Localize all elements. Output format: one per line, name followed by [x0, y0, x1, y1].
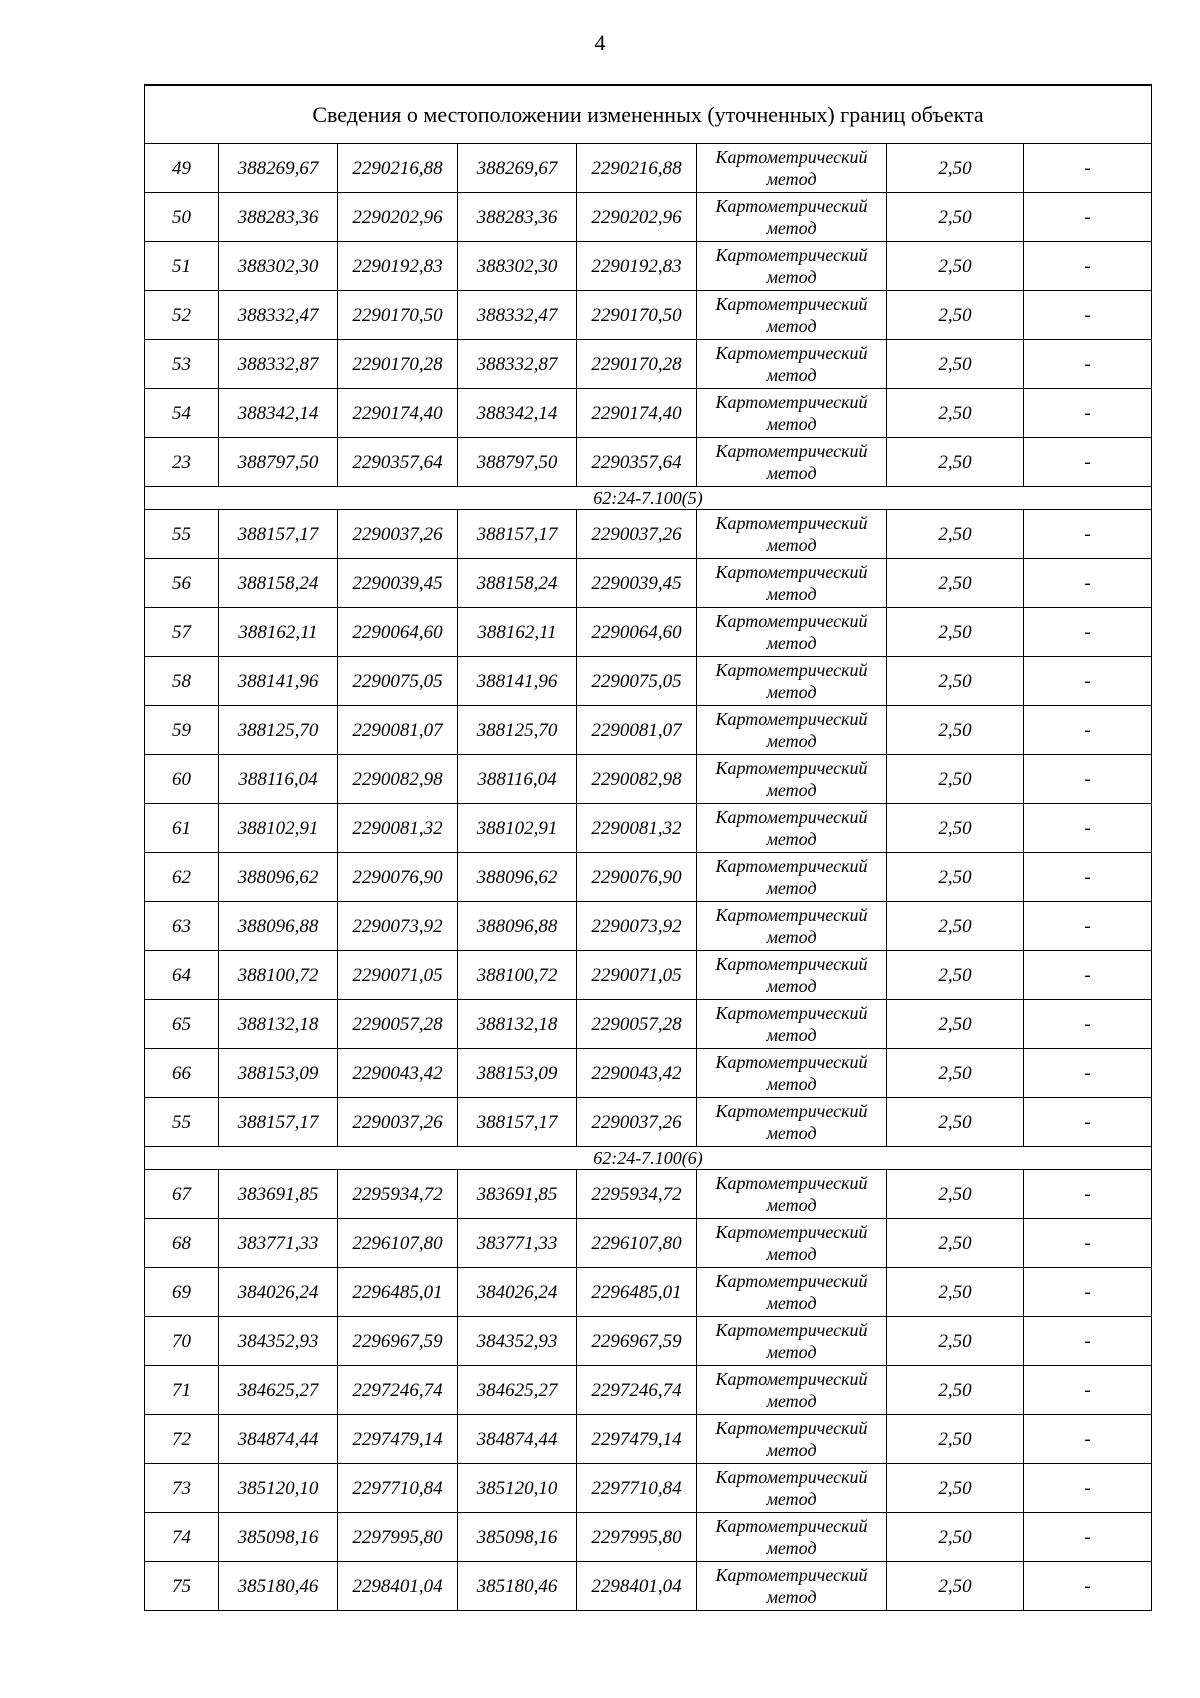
cell-point-number: 52 [145, 291, 219, 340]
cell-x-existing: 388162,11 [219, 608, 338, 657]
cell-accuracy: 2,50 [887, 657, 1024, 706]
cell-x-existing: 388100,72 [219, 951, 338, 1000]
cell-point-number: 71 [145, 1366, 219, 1415]
cell-x-new: 388302,30 [458, 242, 577, 291]
cell-accuracy: 2,50 [887, 608, 1024, 657]
cell-note: - [1024, 657, 1152, 706]
cell-x-new: 384026,24 [458, 1268, 577, 1317]
table-row [145, 1268, 1152, 1317]
cell-x-existing: 388096,62 [219, 853, 338, 902]
cell-point-number: 57 [145, 608, 219, 657]
table-row [145, 1170, 1152, 1219]
cell-method: Картометрический метод [697, 951, 887, 1000]
cell-y-new: 2290075,05 [577, 657, 697, 706]
cell-x-existing: 384625,27 [219, 1366, 338, 1415]
cell-note: - [1024, 1513, 1152, 1562]
cell-point-number: 49 [145, 144, 219, 193]
cell-method: Картометрический метод [697, 608, 887, 657]
cell-y-new: 2290064,60 [577, 608, 697, 657]
cell-note: - [1024, 1317, 1152, 1366]
cell-y-existing: 2290039,45 [338, 559, 458, 608]
cell-note: - [1024, 510, 1152, 559]
cell-y-existing: 2290192,83 [338, 242, 458, 291]
cell-method: Картометрический метод [697, 1513, 887, 1562]
cell-method: Картометрический метод [697, 1562, 887, 1611]
cell-x-new: 388283,36 [458, 193, 577, 242]
cell-x-existing: 384352,93 [219, 1317, 338, 1366]
cell-method: Картометрический метод [697, 559, 887, 608]
cell-y-existing: 2297995,80 [338, 1513, 458, 1562]
cell-y-new: 2290043,42 [577, 1049, 697, 1098]
cell-note: - [1024, 1219, 1152, 1268]
cell-accuracy: 2,50 [887, 438, 1024, 487]
table-row [145, 902, 1152, 951]
cell-x-new: 388132,18 [458, 1000, 577, 1049]
cell-y-new: 2290039,45 [577, 559, 697, 608]
cell-method: Картометрический метод [697, 510, 887, 559]
cell-x-existing: 388797,50 [219, 438, 338, 487]
table-row [145, 1366, 1152, 1415]
cell-accuracy: 2,50 [887, 1415, 1024, 1464]
cell-accuracy: 2,50 [887, 144, 1024, 193]
cell-accuracy: 2,50 [887, 1000, 1024, 1049]
table-title-row [145, 85, 1152, 144]
section-header-row [145, 487, 1152, 510]
cell-note: - [1024, 755, 1152, 804]
table-row [145, 1000, 1152, 1049]
cell-accuracy: 2,50 [887, 1049, 1024, 1098]
cell-y-new: 2296967,59 [577, 1317, 697, 1366]
section-label: 62:24-7.100(6) [145, 1147, 1152, 1170]
cell-method: Картометрический метод [697, 438, 887, 487]
cell-y-new: 2290174,40 [577, 389, 697, 438]
table-row [145, 1513, 1152, 1562]
cell-x-new: 388157,17 [458, 510, 577, 559]
cell-x-existing: 388132,18 [219, 1000, 338, 1049]
cell-y-existing: 2290202,96 [338, 193, 458, 242]
cell-y-existing: 2296485,01 [338, 1268, 458, 1317]
cell-y-existing: 2290073,92 [338, 902, 458, 951]
cell-point-number: 62 [145, 853, 219, 902]
table-row [145, 340, 1152, 389]
table-row [145, 1562, 1152, 1611]
boundary-table [144, 84, 1152, 1611]
table-row [145, 1317, 1152, 1366]
cell-accuracy: 2,50 [887, 193, 1024, 242]
cell-method: Картометрический метод [697, 340, 887, 389]
cell-y-existing: 2290037,26 [338, 1098, 458, 1147]
cell-y-existing: 2296107,80 [338, 1219, 458, 1268]
cell-x-existing: 383691,85 [219, 1170, 338, 1219]
cell-x-existing: 385120,10 [219, 1464, 338, 1513]
cell-x-new: 388342,14 [458, 389, 577, 438]
cell-point-number: 55 [145, 1098, 219, 1147]
table-row [145, 144, 1152, 193]
cell-y-existing: 2290071,05 [338, 951, 458, 1000]
cell-x-new: 385180,46 [458, 1562, 577, 1611]
cell-note: - [1024, 389, 1152, 438]
cell-method: Картометрический метод [697, 1219, 887, 1268]
cell-y-existing: 2296967,59 [338, 1317, 458, 1366]
cell-y-new: 2290216,88 [577, 144, 697, 193]
table-row [145, 1098, 1152, 1147]
cell-x-existing: 384874,44 [219, 1415, 338, 1464]
table-row [145, 1464, 1152, 1513]
cell-x-existing: 388302,30 [219, 242, 338, 291]
cell-accuracy: 2,50 [887, 1170, 1024, 1219]
table-row [145, 1049, 1152, 1098]
cell-y-existing: 2290174,40 [338, 389, 458, 438]
cell-x-existing: 388158,24 [219, 559, 338, 608]
cell-x-new: 388096,62 [458, 853, 577, 902]
cell-y-new: 2290082,98 [577, 755, 697, 804]
cell-y-new: 2290357,64 [577, 438, 697, 487]
cell-x-existing: 388269,67 [219, 144, 338, 193]
cell-method: Картометрический метод [697, 1049, 887, 1098]
cell-x-existing: 388141,96 [219, 657, 338, 706]
cell-y-new: 2295934,72 [577, 1170, 697, 1219]
cell-y-existing: 2295934,72 [338, 1170, 458, 1219]
cell-y-existing: 2290064,60 [338, 608, 458, 657]
cell-x-existing: 388096,88 [219, 902, 338, 951]
table-row [145, 389, 1152, 438]
cell-accuracy: 2,50 [887, 1317, 1024, 1366]
cell-point-number: 69 [145, 1268, 219, 1317]
cell-note: - [1024, 1268, 1152, 1317]
table-row [145, 1219, 1152, 1268]
cell-method: Картометрический метод [697, 755, 887, 804]
cell-accuracy: 2,50 [887, 1562, 1024, 1611]
cell-x-new: 383691,85 [458, 1170, 577, 1219]
cell-note: - [1024, 1000, 1152, 1049]
cell-y-new: 2290057,28 [577, 1000, 697, 1049]
cell-x-existing: 388283,36 [219, 193, 338, 242]
table-row [145, 193, 1152, 242]
cell-x-existing: 388125,70 [219, 706, 338, 755]
table-row [145, 951, 1152, 1000]
table-body [145, 85, 1152, 1611]
cell-point-number: 68 [145, 1219, 219, 1268]
cell-method: Картометрический метод [697, 706, 887, 755]
cell-x-new: 388102,91 [458, 804, 577, 853]
cell-note: - [1024, 1098, 1152, 1147]
cell-y-existing: 2297710,84 [338, 1464, 458, 1513]
cell-y-existing: 2290357,64 [338, 438, 458, 487]
cell-note: - [1024, 559, 1152, 608]
section-label: 62:24-7.100(5) [145, 487, 1152, 510]
cell-y-existing: 2290170,28 [338, 340, 458, 389]
cell-x-existing: 383771,33 [219, 1219, 338, 1268]
cell-y-new: 2290081,07 [577, 706, 697, 755]
table-row [145, 608, 1152, 657]
cell-y-new: 2290071,05 [577, 951, 697, 1000]
cell-x-existing: 385180,46 [219, 1562, 338, 1611]
cell-note: - [1024, 438, 1152, 487]
cell-point-number: 67 [145, 1170, 219, 1219]
cell-y-new: 2290081,32 [577, 804, 697, 853]
cell-method: Картометрический метод [697, 193, 887, 242]
cell-y-existing: 2298401,04 [338, 1562, 458, 1611]
cell-x-new: 388125,70 [458, 706, 577, 755]
cell-point-number: 55 [145, 510, 219, 559]
cell-y-existing: 2290076,90 [338, 853, 458, 902]
section-header-row [145, 1147, 1152, 1170]
cell-y-new: 2290076,90 [577, 853, 697, 902]
cell-note: - [1024, 193, 1152, 242]
cell-accuracy: 2,50 [887, 902, 1024, 951]
cell-method: Картометрический метод [697, 144, 887, 193]
cell-y-new: 2297710,84 [577, 1464, 697, 1513]
cell-y-existing: 2290082,98 [338, 755, 458, 804]
cell-accuracy: 2,50 [887, 804, 1024, 853]
cell-method: Картометрический метод [697, 804, 887, 853]
cell-accuracy: 2,50 [887, 291, 1024, 340]
cell-y-new: 2290202,96 [577, 193, 697, 242]
cell-x-new: 388116,04 [458, 755, 577, 804]
cell-accuracy: 2,50 [887, 1268, 1024, 1317]
cell-note: - [1024, 144, 1152, 193]
cell-note: - [1024, 242, 1152, 291]
table-title: Сведения о местоположении измененных (уточненных) границ объекта [145, 85, 1152, 144]
cell-point-number: 23 [145, 438, 219, 487]
cell-x-existing: 388332,47 [219, 291, 338, 340]
table-row [145, 242, 1152, 291]
cell-method: Картометрический метод [697, 1268, 887, 1317]
cell-point-number: 64 [145, 951, 219, 1000]
cell-point-number: 75 [145, 1562, 219, 1611]
cell-note: - [1024, 1464, 1152, 1513]
cell-method: Картометрический метод [697, 1366, 887, 1415]
cell-method: Картометрический метод [697, 1415, 887, 1464]
table-row [145, 706, 1152, 755]
cell-accuracy: 2,50 [887, 853, 1024, 902]
cell-y-new: 2297995,80 [577, 1513, 697, 1562]
cell-point-number: 74 [145, 1513, 219, 1562]
cell-y-new: 2290073,92 [577, 902, 697, 951]
cell-x-new: 384874,44 [458, 1415, 577, 1464]
cell-accuracy: 2,50 [887, 559, 1024, 608]
cell-y-existing: 2290057,28 [338, 1000, 458, 1049]
cell-point-number: 65 [145, 1000, 219, 1049]
cell-x-new: 388269,67 [458, 144, 577, 193]
cell-point-number: 58 [145, 657, 219, 706]
cell-method: Картометрический метод [697, 1098, 887, 1147]
table-row [145, 438, 1152, 487]
cell-point-number: 66 [145, 1049, 219, 1098]
cell-method: Картометрический метод [697, 291, 887, 340]
cell-method: Картометрический метод [697, 1170, 887, 1219]
cell-x-existing: 388102,91 [219, 804, 338, 853]
cell-note: - [1024, 902, 1152, 951]
cell-y-new: 2298401,04 [577, 1562, 697, 1611]
cell-point-number: 56 [145, 559, 219, 608]
cell-x-new: 388797,50 [458, 438, 577, 487]
cell-x-existing: 388153,09 [219, 1049, 338, 1098]
cell-x-existing: 388332,87 [219, 340, 338, 389]
cell-method: Картометрический метод [697, 853, 887, 902]
cell-accuracy: 2,50 [887, 706, 1024, 755]
cell-note: - [1024, 340, 1152, 389]
cell-y-existing: 2290081,32 [338, 804, 458, 853]
cell-method: Картометрический метод [697, 1317, 887, 1366]
cell-note: - [1024, 608, 1152, 657]
cell-y-new: 2296485,01 [577, 1268, 697, 1317]
cell-point-number: 54 [145, 389, 219, 438]
cell-y-new: 2290037,26 [577, 1098, 697, 1147]
cell-x-existing: 388157,17 [219, 510, 338, 559]
cell-x-new: 388158,24 [458, 559, 577, 608]
cell-note: - [1024, 291, 1152, 340]
cell-y-new: 2297246,74 [577, 1366, 697, 1415]
cell-note: - [1024, 1170, 1152, 1219]
cell-accuracy: 2,50 [887, 340, 1024, 389]
cell-point-number: 51 [145, 242, 219, 291]
cell-point-number: 60 [145, 755, 219, 804]
cell-point-number: 50 [145, 193, 219, 242]
cell-point-number: 63 [145, 902, 219, 951]
cell-y-existing: 2290081,07 [338, 706, 458, 755]
cell-y-new: 2297479,14 [577, 1415, 697, 1464]
cell-x-existing: 384026,24 [219, 1268, 338, 1317]
cell-note: - [1024, 1562, 1152, 1611]
cell-y-existing: 2290043,42 [338, 1049, 458, 1098]
cell-y-existing: 2297479,14 [338, 1415, 458, 1464]
cell-x-new: 385120,10 [458, 1464, 577, 1513]
cell-x-new: 388157,17 [458, 1098, 577, 1147]
cell-note: - [1024, 804, 1152, 853]
page-number: 4 [594, 30, 606, 55]
cell-x-new: 388096,88 [458, 902, 577, 951]
cell-accuracy: 2,50 [887, 1366, 1024, 1415]
cell-method: Картометрический метод [697, 1000, 887, 1049]
cell-y-new: 2290037,26 [577, 510, 697, 559]
cell-y-new: 2290170,50 [577, 291, 697, 340]
cell-accuracy: 2,50 [887, 951, 1024, 1000]
cell-x-new: 388100,72 [458, 951, 577, 1000]
cell-note: - [1024, 706, 1152, 755]
cell-x-new: 388141,96 [458, 657, 577, 706]
cell-accuracy: 2,50 [887, 389, 1024, 438]
cell-x-existing: 385098,16 [219, 1513, 338, 1562]
cell-x-new: 388332,87 [458, 340, 577, 389]
cell-point-number: 53 [145, 340, 219, 389]
cell-method: Картометрический метод [697, 657, 887, 706]
cell-method: Картометрический метод [697, 389, 887, 438]
cell-x-new: 384625,27 [458, 1366, 577, 1415]
table-row [145, 291, 1152, 340]
cell-y-existing: 2290037,26 [338, 510, 458, 559]
table-row [145, 657, 1152, 706]
cell-x-existing: 388116,04 [219, 755, 338, 804]
table-row [145, 510, 1152, 559]
cell-y-new: 2296107,80 [577, 1219, 697, 1268]
cell-x-existing: 388342,14 [219, 389, 338, 438]
cell-x-new: 385098,16 [458, 1513, 577, 1562]
cell-point-number: 59 [145, 706, 219, 755]
cell-note: - [1024, 1415, 1152, 1464]
cell-accuracy: 2,50 [887, 755, 1024, 804]
cell-x-new: 388162,11 [458, 608, 577, 657]
cell-note: - [1024, 853, 1152, 902]
cell-y-existing: 2290075,05 [338, 657, 458, 706]
cell-x-existing: 388157,17 [219, 1098, 338, 1147]
cell-point-number: 61 [145, 804, 219, 853]
cell-accuracy: 2,50 [887, 1098, 1024, 1147]
table-row [145, 755, 1152, 804]
cell-point-number: 72 [145, 1415, 219, 1464]
cell-y-existing: 2290216,88 [338, 144, 458, 193]
cell-point-number: 70 [145, 1317, 219, 1366]
cell-x-new: 388153,09 [458, 1049, 577, 1098]
table-row [145, 559, 1152, 608]
cell-y-existing: 2290170,50 [338, 291, 458, 340]
table-row [145, 853, 1152, 902]
cell-y-existing: 2297246,74 [338, 1366, 458, 1415]
cell-method: Картометрический метод [697, 902, 887, 951]
table-row [145, 804, 1152, 853]
cell-accuracy: 2,50 [887, 1219, 1024, 1268]
cell-note: - [1024, 951, 1152, 1000]
cell-accuracy: 2,50 [887, 1513, 1024, 1562]
cell-method: Картометрический метод [697, 242, 887, 291]
cell-y-new: 2290170,28 [577, 340, 697, 389]
cell-accuracy: 2,50 [887, 510, 1024, 559]
cell-accuracy: 2,50 [887, 1464, 1024, 1513]
cell-point-number: 73 [145, 1464, 219, 1513]
cell-note: - [1024, 1049, 1152, 1098]
cell-accuracy: 2,50 [887, 242, 1024, 291]
cell-x-new: 388332,47 [458, 291, 577, 340]
cell-x-new: 384352,93 [458, 1317, 577, 1366]
cell-method: Картометрический метод [697, 1464, 887, 1513]
cell-x-new: 383771,33 [458, 1219, 577, 1268]
table-row [145, 1415, 1152, 1464]
cell-note: - [1024, 1366, 1152, 1415]
cell-y-new: 2290192,83 [577, 242, 697, 291]
